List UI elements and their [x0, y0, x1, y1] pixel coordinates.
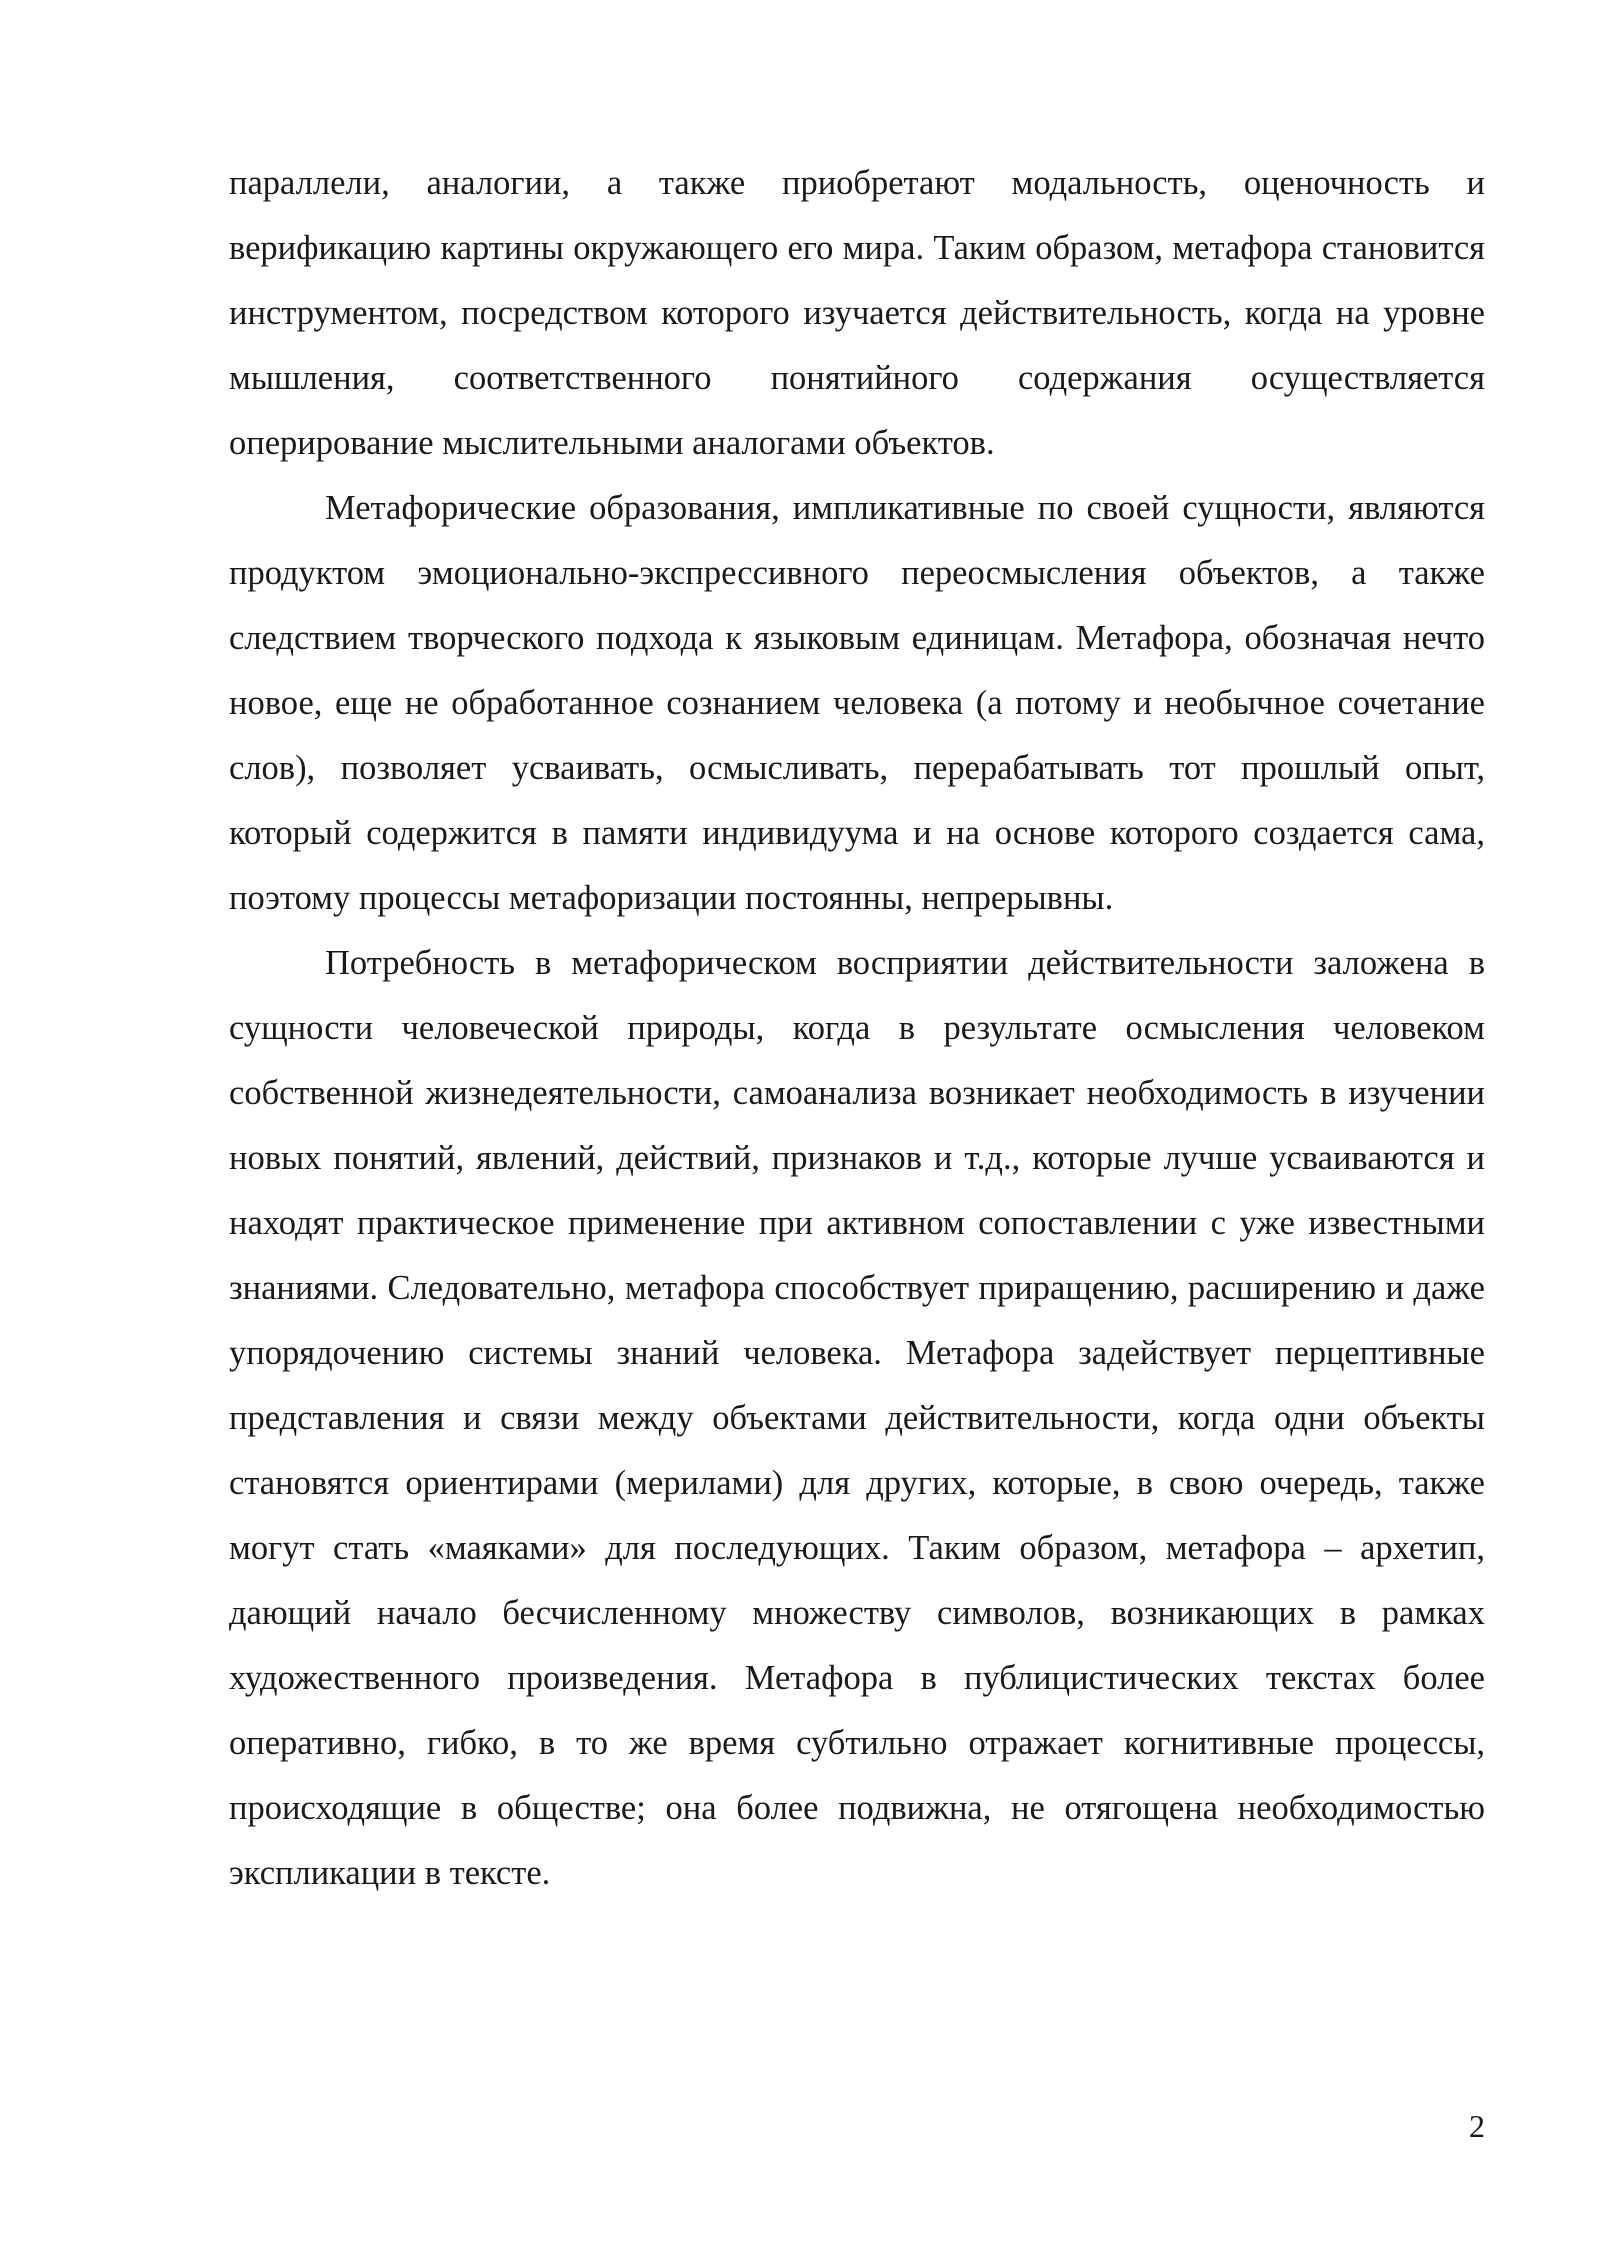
paragraph-continuation: параллели, аналогии, а также приобретают модальность, оценочность и верификацию картины окружающего его мира. Таким образом, метафора становится инструментом, посредством которого изучается действительность, когда на уровне мышления, соответственного понятийного содержания осуществляется оперирование мыслительными аналогами объектов.: [229, 164, 1485, 462]
paragraph-metaphoric-formations: Метафорические образования, импликативные по своей сущности, являются продуктом эмоционально-экспрессивного переосмысления объектов, а также следствием творческого подхода к языковым единицам. Метафора, обозначая нечто новое, еще не обработанное сознанием человека (а потому и необычное сочетание слов), позволяет усваивать, осмысливать, перерабатывать тот прошлый опыт, который содержится в памяти индивидуума и на основе которого создается сама, поэтому процессы метафоризации постоянны, непрерывны.: [229, 489, 1485, 917]
paragraph-need-for-metaphor: Потребность в метафорическом восприятии действительности заложена в сущности человеческой природы, когда в результате осмысления человеком собственной жизнедеятельности, самоанализа возникает необходимость в изучении новых понятий, явлений, действий, признаков и т.д., которые лучше усваиваются и находят практическое применение при активном сопоставлении с уже известными знаниями. Следовательно, метафора способствует приращению, расширению и даже упорядочению системы знаний человека. Метафора задействует перцептивные представления и связи между объектами действительности, когда одни объекты становятся ориентирами (мерилами) для других, которые, в свою очередь, также могут стать «маяками» для последующих. Таким образом, метафора – архетип, дающий начало бесчисленному множеству символов, возникающих в рамках художественного произведения. Метафора в публицистических текстах более оперативно, гибко, в то же время субтильно отражает когнитивные процессы, происходящие в обществе; она более подвижна, не отягощена необходимостью экспликации в тексте.: [229, 944, 1485, 1892]
text-body: [229, 151, 1485, 1906]
page-number: 2: [1469, 2108, 1485, 2144]
